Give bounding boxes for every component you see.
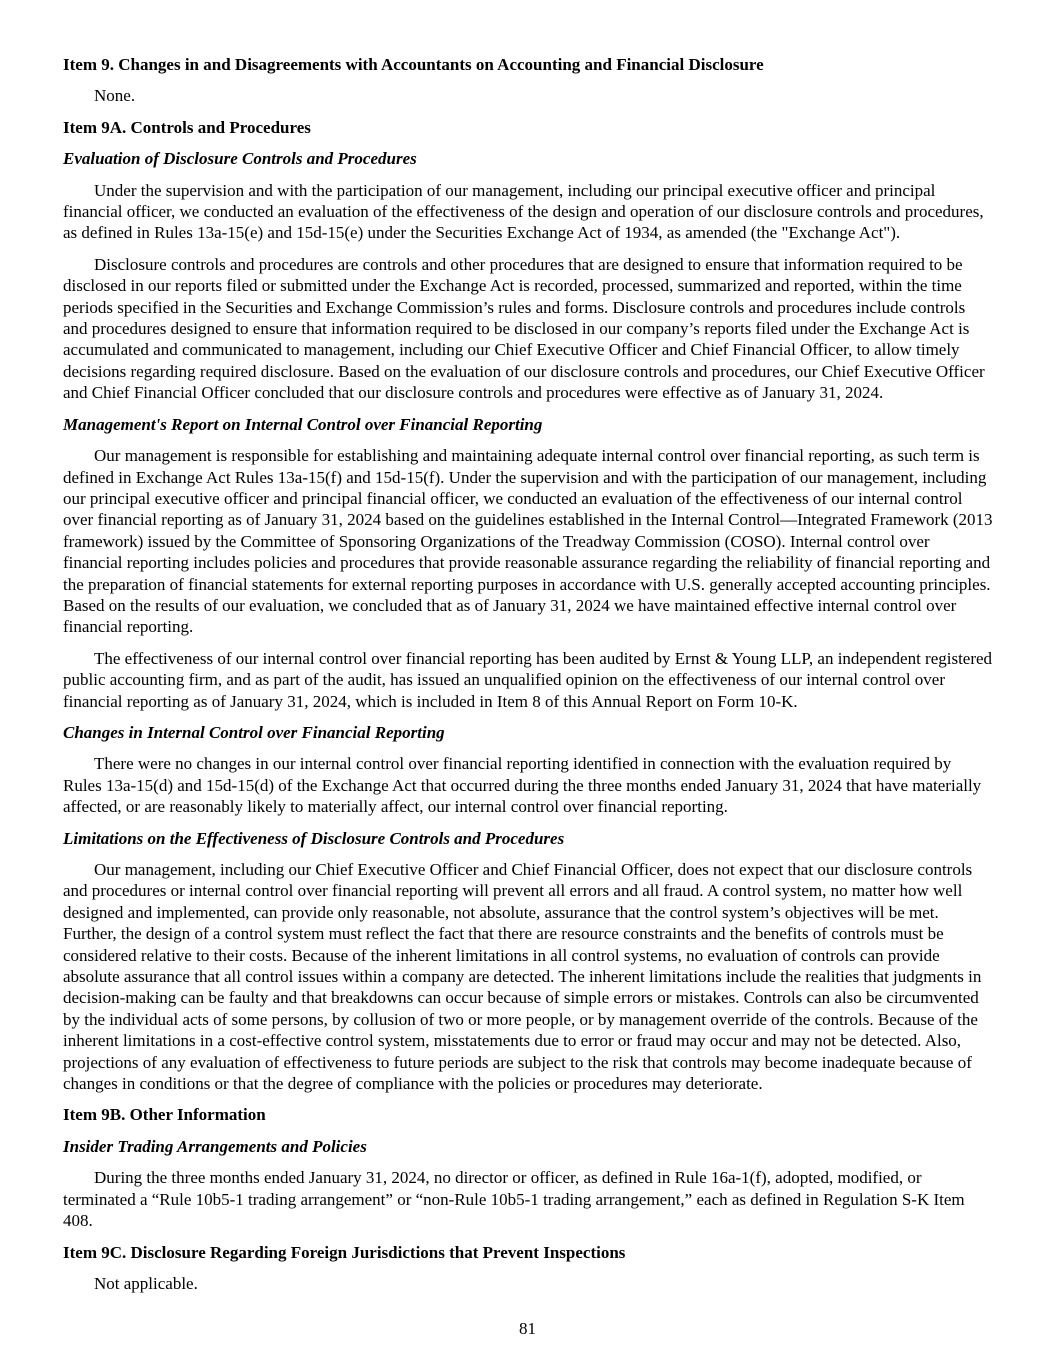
- item-9-body: None.: [94, 86, 136, 106]
- managements-report-paragraph-1: Our management is responsible for establishing and maintaining adequate internal control over financial reporting, as such term is defined in Exchange Act Rules 13a-15(f) and 15d-15(f). Under the supervision and with the participation of our management, including our principal executive officer and principal financial officer, we conducted an evaluation of the effectiveness of our internal control over financial reporting as of January 31, 2024 based on the guidelines established in the Internal Control—Integrated Framework (2013 framework) issued by the Committee of Sponsoring Organizations of the Treadway Commission (COSO). Internal control over financial reporting includes policies and procedures that provide reasonable assurance regarding the reliability of financial reporting and the preparation of financial statements for external reporting purposes in accordance with U.S. generally accepted accounting principles. Based on the results of our evaluation, we concluded that as of January 31, 2024 we have maintained effective internal control over financial reporting.: [63, 446, 993, 637]
- item-9b-heading: Item 9B. Other Information: [63, 1105, 266, 1125]
- managements-report-paragraph-2: The effectiveness of our internal control over financial reporting has been audited by Ernst & Young LLP, an independent registered public accounting firm, and as part of the audit, has issued an unqualified opinion on the effectiveness of our internal control over financial reporting as of January 31, 2024, which is included in Item 8 of this Annual Report on Form 10-K.: [63, 648, 993, 711]
- item-9a-heading: Item 9A. Controls and Procedures: [63, 117, 311, 137]
- item-9-heading: Item 9. Changes in and Disagreements with Accountants on Accounting and Financial Disclosure: [63, 55, 764, 74]
- limitations-paragraph: Our management, including our Chief Executive Officer and Chief Financial Officer, does not expect that our disclosure controls and procedures or internal control over financial reporting will prevent all errors and all fraud. A control system, no matter how well designed and implemented, can provide only reasonable, not absolute, assurance that the control system’s objectives will be met. Further, the design of a control system must reflect the fact that there are resource constraints and the benefits of controls must be considered relative to their costs. Because of the inherent limitations in all control systems, no evaluation of controls can provide absolute assurance that all control issues within a company are detected. The inherent limitations include the realities that judgments in decision-making can be faulty and that breakdowns can occur because of simple errors or mistakes. Controls can also be circumvented by the individual acts of some persons, by collusion of two or more people, or by management override of the controls. Because of the inherent limitations in a cost-effective control system, misstatements due to error or fraud may occur and may not be detected. Also, projections of any evaluation of effectiveness to future periods are subject to the risk that controls may become inadequate because of changes in conditions or that the degree of compliance with the policies or procedures may deteriorate.: [63, 860, 982, 1094]
- insider-trading-paragraph: During the three months ended January 31, 2024, no director or officer, as defined in Rule 16a-1(f), adopted, modified, or terminated a “Rule 10b5-1 trading arrangement” or “non-Rule 10b5-1 trading arrangement,” each as defined in Regulation S-K Item 408.: [63, 1168, 965, 1231]
- item-9c-heading: Item 9C. Disclosure Regarding Foreign Jurisdictions that Prevent Inspections: [63, 1242, 626, 1262]
- changes-paragraph: There were no changes in our internal control over financial reporting identified in connection with the evaluation required by Rules 13a-15(d) and 15d-15(d) of the Exchange Act that occurred during the three months ended January 31, 2024 that have materially affected, or are reasonably likely to materially affect, our internal control over financial reporting.: [63, 754, 982, 817]
- page-number: 81: [519, 1318, 536, 1338]
- evaluation-subheading: Evaluation of Disclosure Controls and Procedures: [63, 149, 417, 169]
- document-body: [63, 54, 993, 1294]
- limitations-subheading: Limitations on the Effectiveness of Disclosure Controls and Procedures: [63, 828, 565, 848]
- evaluation-paragraph-1: Under the supervision and with the participation of our management, including our principal executive officer and principal financial officer, we conducted an evaluation of the effectiveness of the design and operation of our disclosure controls and procedures, as defined in Rules 13a-15(e) and 15d-15(e) under the Securities Exchange Act of 1934, as amended (the "Exchange Act").: [63, 180, 984, 243]
- evaluation-paragraph-2: Disclosure controls and procedures are controls and other procedures that are designed to ensure that information required to be disclosed in our reports filed or submitted under the Exchange Act is recorded, processed, summarized and reported, within the time periods specified in the Securities and Exchange Commission’s rules and forms. Disclosure controls and procedures include controls and procedures designed to ensure that information required to be disclosed in our company’s reports filed under the Exchange Act is accumulated and communicated to management, including our Chief Executive Officer and Chief Financial Officer, to allow timely decisions regarding required disclosure. Based on the evaluation of our disclosure controls and procedures, our Chief Executive Officer and Chief Financial Officer concluded that our disclosure controls and procedures were effective as of January 31, 2024.: [63, 254, 985, 403]
- changes-subheading: Changes in Internal Control over Financial Reporting: [63, 722, 445, 742]
- item-9c-body: Not applicable.: [94, 1273, 198, 1293]
- insider-trading-subheading: Insider Trading Arrangements and Policies: [63, 1136, 367, 1156]
- managements-report-subheading: Management's Report on Internal Control over Financial Reporting: [63, 414, 543, 434]
